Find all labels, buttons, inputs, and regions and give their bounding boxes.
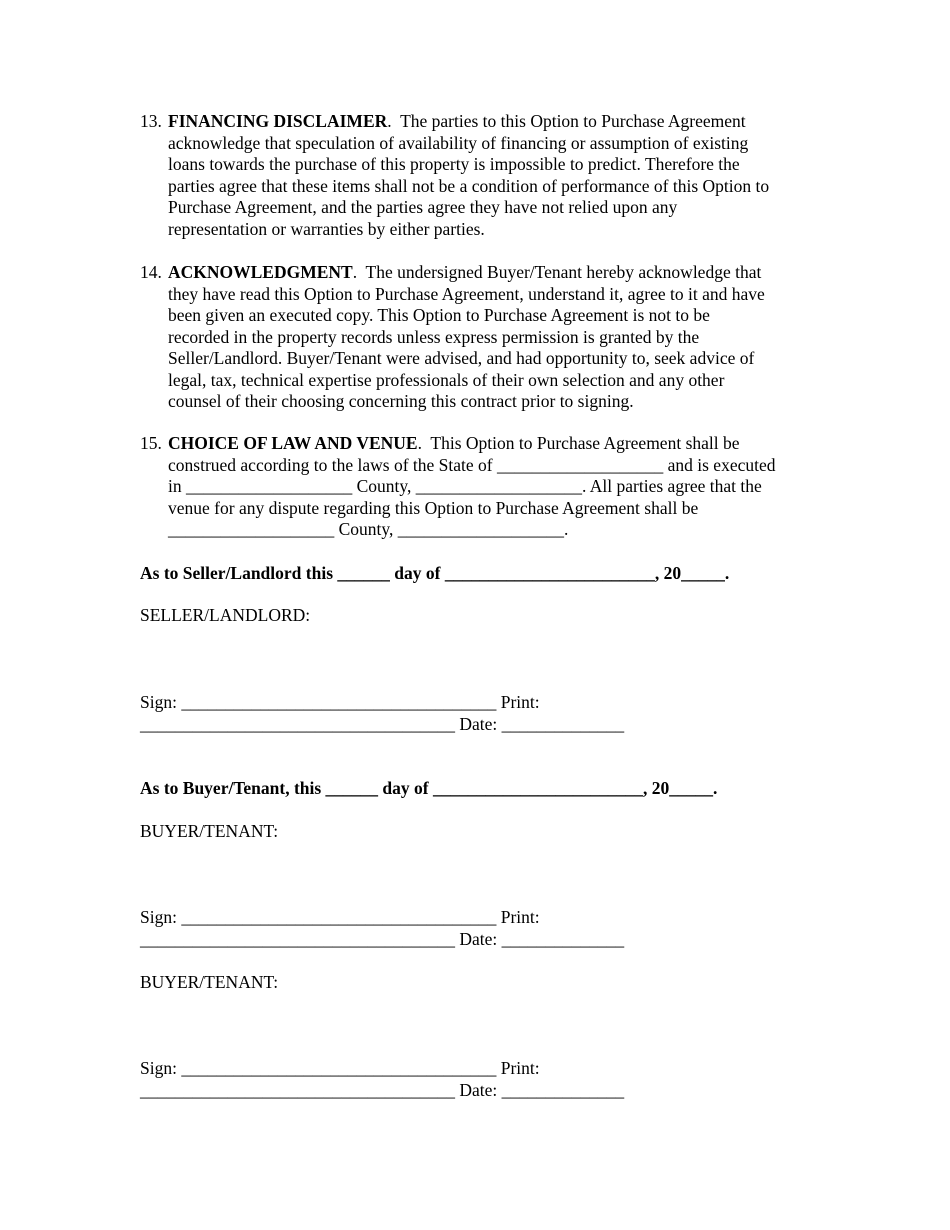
section-text: parties agree that these items shall not be a condition of performance of this Option to bbox=[168, 175, 770, 196]
section-text: loans towards the purchase of this property is impossible to predict. Therefore the bbox=[168, 154, 740, 174]
seller-label: SELLER/LANDLORD: bbox=[140, 605, 311, 625]
buyer-print-date-line: ____________________________________ Date: ______________ bbox=[140, 928, 625, 949]
section-text: . The parties to this Option to Purchase Agreement bbox=[387, 111, 746, 131]
section-15-choice-of-law bbox=[140, 433, 776, 541]
buyer-label: BUYER/TENANT: bbox=[140, 821, 279, 841]
buyer-date-line bbox=[140, 778, 717, 800]
section-text: representation or warranties by either parties. bbox=[168, 218, 485, 239]
section-text: Seller/Landlord. Buyer/Tenant were advised, and had opportunity to, seek advice of bbox=[168, 348, 755, 368]
section-text: . This Option to Purchase Agreement shall be bbox=[417, 433, 740, 453]
section-text: been given an executed copy. This Option to Purchase Agreement is not to be bbox=[168, 305, 710, 325]
section-14-acknowledgment bbox=[140, 262, 765, 413]
section-text: legal, tax, technical expertise professionals of their own selection and any other bbox=[168, 369, 725, 390]
section-text: counsel of their choosing concerning this contract prior to signing. bbox=[168, 391, 634, 411]
seller-date-line bbox=[140, 563, 729, 585]
buyer-sign-line: Sign: ____________________________________ Print: bbox=[140, 907, 540, 927]
section-number: 15. bbox=[140, 433, 162, 453]
seller-sign-line: Sign: ____________________________________ Print: bbox=[140, 692, 540, 712]
section-text: ___________________ County, ___________________. bbox=[168, 519, 569, 539]
buyer-signature-block bbox=[140, 907, 624, 950]
section-heading: CHOICE OF LAW AND VENUE bbox=[168, 433, 418, 453]
section-text: construed according to the laws of the State of ___________________ and is executed bbox=[168, 454, 776, 475]
section-heading: FINANCING DISCLAIMER bbox=[168, 111, 388, 131]
section-text: in ___________________ County, ___________________. All parties agree that the bbox=[168, 476, 762, 496]
section-text: venue for any dispute regarding this Option to Purchase Agreement shall be bbox=[168, 497, 699, 518]
seller-print-date-line: ____________________________________ Date: ______________ bbox=[140, 713, 625, 734]
seller-date-text: As to Seller/Landlord this ______ day of ________________________, 20_____. bbox=[140, 563, 730, 583]
section-text: recorded in the property records unless express permission is granted by the bbox=[168, 326, 700, 347]
buyer-date-text: As to Buyer/Tenant, this ______ day of ________________________, 20_____. bbox=[140, 778, 718, 798]
section-text: they have read this Option to Purchase Agreement, understand it, agree to it and have bbox=[168, 283, 765, 304]
buyer2-sign-line: Sign: ____________________________________ Print: bbox=[140, 1058, 540, 1078]
section-heading: ACKNOWLEDGMENT bbox=[168, 262, 353, 282]
section-13-financing-disclaimer bbox=[140, 111, 769, 240]
buyer2-label: BUYER/TENANT: bbox=[140, 972, 279, 992]
section-text: acknowledge that speculation of availability of financing or assumption of existing bbox=[168, 132, 749, 153]
section-number: 14. bbox=[140, 262, 162, 282]
buyer2-print-date-line: ____________________________________ Date: ______________ bbox=[140, 1079, 625, 1100]
section-number: 13. bbox=[140, 111, 162, 131]
section-text: . The undersigned Buyer/Tenant hereby acknowledge that bbox=[352, 262, 762, 282]
section-text: Purchase Agreement, and the parties agree they have not relied upon any bbox=[168, 197, 678, 217]
buyer2-signature-block bbox=[140, 1058, 624, 1101]
seller-signature-block bbox=[140, 692, 624, 735]
